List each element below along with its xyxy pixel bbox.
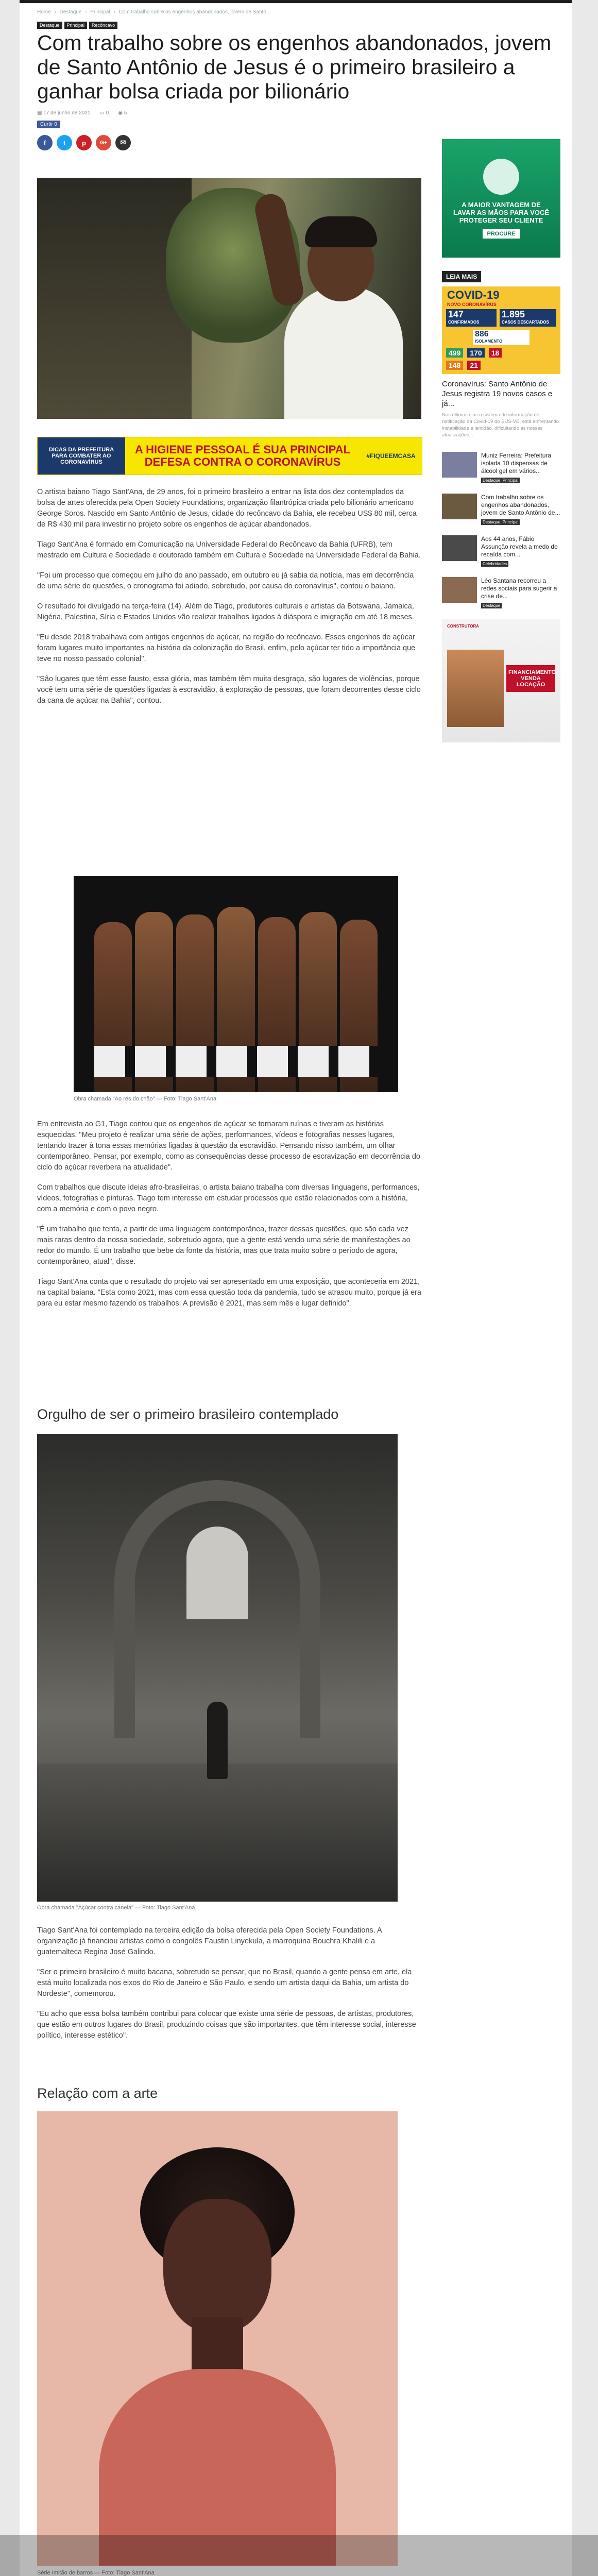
paragraph: "É um trabalho que tenta, a partir de uma linguagem contemporânea, trazer dessas questões, que são cada vez mais raras dentro da nossa sociedade, sobretudo agora, que a gente está vendo uma série de manifestações ao redor do mundo. É um trabalho que bebe da fonte da história, mas que trata muito sobre o período de agora, contemporâneo, atual", disse.	[37, 1225, 411, 1266]
share-buttons	[37, 135, 131, 150]
article-body-part2	[37, 1119, 421, 1318]
breadcrumb-current: Com trabalho sobre os engenhos abandonados, jovem de Santo...	[118, 9, 271, 15]
breadcrumb-home[interactable]: Home	[37, 9, 51, 15]
performers-photo	[74, 876, 398, 1092]
covid-discarded-box	[500, 309, 556, 327]
leia-mais-list	[442, 452, 560, 609]
covid-isolation-box	[473, 330, 529, 345]
view-count: 5	[124, 110, 127, 116]
breadcrumb-separator: ›	[54, 9, 56, 15]
eye-icon: ◉ 5	[118, 110, 127, 116]
section-heading-orgulho: Orgulho de ser o primeiro brasileiro contemplado	[37, 1406, 339, 1422]
paragraph: "Foi um processo que começou em julho do ano passado, em outubro eu já sabia da notícia, mas em decorrência de uma série de questões, o cronograma foi adiado, sobretudo, por causa do coronavírus", contou o baiano.	[37, 571, 414, 590]
featured-article-text: Nos últimos dias o sistema de informação de notificação da Covid-19 do SUS-VE, está enfrentando instabilidade e lentidão, dificultando as nossas atualizações...	[442, 412, 559, 438]
list-item-badge: Destaque, Principal	[481, 519, 520, 525]
list-item-title: Léo Santana recorreu a redes sociais para sugerir a crise de...	[481, 577, 557, 600]
covid-confirmed-value: 147	[448, 309, 464, 319]
photo-caption-2: Obra chamada "Açúcar contra canela" — Foto: Tiago Sant'Ana	[37, 1905, 195, 1911]
article-page	[20, 0, 572, 2576]
list-item-badge: Destaque, Principal	[481, 478, 520, 483]
covid-stat: 499	[446, 348, 463, 358]
breadcrumb-separator: ›	[85, 9, 87, 15]
category-tags	[37, 22, 117, 29]
list-item-title: Com trabalho sobre os engenhos abandonados, jovem de Santo Antônio de...	[481, 494, 560, 516]
paragraph: Tiago Sant'Ana foi contemplado na terceira edição da bolsa oferecida pela Open Society Foundations. A organização já financiou artistas como o congolês Faustin Linyekula, a marroquina Bouchra Khalili e a guatemalteca Regina José Galindo.	[37, 1926, 382, 1956]
covid-confirmed-label: CONFIRMADOS	[448, 320, 480, 325]
paragraph: Em entrevista ao G1, Tiago contou que os engenhos de açúcar se tornaram ruínas e tiveram as histórias esquecidas. "Meu projeto é realizar uma série de ações, performances, vídeos e fotografias nesses lugares, tentando trazer à tona essas memórias ligadas à questão da escravidão. Pensando nisso também, um olhar contemporâneo. Pensar, por exemplo, como as consequências desse processo de escravização em decorrência do ciclo do açúcar reverbera na atualidade".	[37, 1120, 420, 1172]
portrait-face	[163, 2199, 271, 2333]
covid-isolation-value: 886	[475, 330, 489, 338]
photo-caption-1: Obra chamada "Ao rés do chão" — Foto: Tiago Sant'Ana	[74, 1096, 217, 1102]
email-share-icon[interactable]: ✉	[115, 135, 131, 150]
ad-1-text: A MAIOR VANTAGEM DE LAVAR AS MÃOS PARA VOCÊ PROTEGER SEU CLIENTE	[453, 200, 550, 224]
calendar-icon: ▦ 17 de junho de 2021	[37, 110, 91, 116]
sidebar-ad-1[interactable]	[442, 139, 560, 258]
banner-left-label: DICAS DA PREFEITURA PARA COMBATER AO CORONAVÍRUS	[38, 437, 125, 474]
tag-reconcavo[interactable]: Recôncavo	[89, 22, 117, 29]
ad-1-tag: PROCURE	[483, 229, 519, 239]
facebook-share-icon[interactable]: f	[37, 135, 53, 150]
featured-article-title[interactable]: Coronavírus: Santo Antônio de Jesus registra 19 novos casos e já...	[442, 380, 553, 408]
ruin-photo	[37, 1434, 398, 1902]
section-heading-relacao: Relação com a arte	[37, 2086, 158, 2101]
portrait-painting	[37, 2111, 398, 2566]
list-item[interactable]	[442, 494, 560, 526]
comment-count: 0	[106, 110, 109, 116]
covid-stat: 18	[489, 348, 502, 358]
breadcrumb-separator: ›	[113, 9, 115, 15]
thumbnail	[442, 452, 477, 478]
sidebar-ad-2[interactable]	[442, 619, 560, 742]
list-item[interactable]	[442, 452, 560, 484]
article-body-part1	[37, 487, 421, 716]
hero-wall	[37, 178, 192, 419]
paragraph: "Eu desde 2018 trabalhava com antigos engenhos de açúcar, na região do recôncavo. Esses engenhos de açúcar foram lugares muito importantes na história da colonização do Brasil, enfim, pelo açúcar ter tido a importância que teve no nosso passado colonial".	[37, 633, 416, 663]
list-item[interactable]	[442, 577, 560, 609]
google-plus-share-icon[interactable]: G+	[96, 135, 111, 150]
breadcrumb-principal[interactable]: Principal	[90, 9, 110, 15]
list-item-badge: Destaque	[481, 603, 502, 608]
breadcrumb	[37, 9, 272, 15]
dim-overlay	[0, 2535, 598, 2576]
ruin-window	[186, 1527, 248, 1619]
covid-title: COVID-19	[447, 289, 500, 301]
sugar-bags	[94, 1046, 378, 1077]
photo-caption-3: Série Imitão de barros — Foto: Tiago Sant'Ana	[37, 2570, 155, 2576]
hero-photo	[37, 178, 421, 419]
ad-mask-icon	[483, 159, 519, 195]
hero-person-body	[284, 286, 403, 419]
list-item-badge: Celebridades	[481, 561, 508, 567]
covid-isolation-label: ISOLAMENTO	[475, 339, 503, 344]
covid-confirmed-box	[446, 309, 497, 327]
paragraph: "Eu acho que essa bolsa também contribui para colocar que existe uma série de pessoas, de artistas, produtores, que estão em outros lugares do Brasil, produzindo coisas que são importantes, que têm interesse social, interesse político, interesse estético".	[37, 2010, 416, 2040]
covid-discarded-value: 1.895	[502, 309, 525, 319]
article-body-part3	[37, 1925, 421, 2050]
leia-mais-label: LEIA MAIS	[442, 271, 481, 282]
article-title: Com trabalho sobre os engenhos abandonados, jovem de Santo Antônio de Jesus é o primeiro brasileiro a ganhar bolsa criada por bilionário	[37, 31, 552, 103]
paragraph: Com trabalhos que discute ideias afro-brasileiras, o artista baiano trabalha com diversas linguagens, performances, vídeos, fotografias e pinturas. Tiago tem interesse em estudar processos que estão relacionados com a história, com a memória e com o povo negro.	[37, 1183, 420, 1213]
article-meta	[37, 110, 127, 116]
covid-stat: 21	[467, 361, 481, 370]
thumbnail	[442, 494, 477, 519]
banner-hashtag: #FIQUEEMCASA	[366, 452, 416, 460]
ad-2-logo: CONSTRUTORA	[447, 624, 480, 629]
banner-headline: A HIGIENE PESSOAL É SUA PRINCIPAL DEFESA CONTRA O CORONAVÍRUS	[134, 443, 351, 468]
ruin-floor	[37, 1764, 398, 1902]
list-item[interactable]	[442, 535, 560, 568]
thumbnail	[442, 577, 477, 603]
pinterest-share-icon[interactable]: p	[76, 135, 92, 150]
paragraph: Tiago Sant'Ana conta que o resultado do projeto vai ser apresentado em uma exposição, que aconteceria em 2021, na capital baiana. "Esta como 2021, mas com essa questão toda da pandemia, tudo se atrasou muito, porque já era para eu estar mesmo fazendo os trabalhos. A previsão é 2021, mas sem mês e lugar definido".	[37, 1278, 421, 1308]
covid-discarded-label: CASOS DESCARTADOS	[502, 320, 549, 325]
tag-principal[interactable]: Principal	[64, 22, 88, 29]
tag-destaque[interactable]: Destaque	[37, 22, 62, 29]
ad-2-text: FINANCIAMENTO VENDA LOCAÇÃO	[506, 665, 555, 692]
twitter-share-icon[interactable]: t	[57, 135, 72, 150]
comment-icon[interactable]: ▭ 0	[99, 110, 109, 116]
list-item-title: Aos 44 anos, Fábio Assunção revela a medo de recaída com...	[481, 535, 558, 558]
hero-person-hair	[305, 216, 377, 247]
list-item-title: Muniz Ferreira: Prefeitura isolada 10 dispensas de álcool gel em vários...	[481, 452, 552, 474]
covid-subtitle: NOVO CORONAVÍRUS	[447, 302, 497, 307]
covid-stats-row-1	[446, 348, 502, 358]
thumbnail	[442, 535, 477, 561]
publish-date: 17 de junho de 2021	[43, 110, 91, 116]
covid-stats-row-2	[446, 361, 481, 370]
prefeitura-banner[interactable]	[37, 437, 422, 475]
ruin-figure	[207, 1702, 228, 1779]
paragraph: "São lugares que têm esse fausto, essa glória, mas também têm muita desgraça, são lugares de violências, porque você tem uma série de questões ligadas à escravidão, à exploração de pessoas, que foram decorrentes desse ciclo da cana de açúcar na Bahia", contou.	[37, 675, 421, 705]
paragraph: "Ser o primeiro brasileiro é muito bacana, sobretudo se pensar, que no Brasil, quando a gente pensa em arte, ela está muito localizada nos eixos do Rio de Janeiro e São Paulo, e sendo um artista daqui da Bahia, um artista do Nordeste", comemorou.	[37, 1968, 412, 1998]
sidebar	[442, 139, 560, 742]
top-bar	[20, 0, 572, 3]
paragraph: O artista baiano Tiago Sant'Ana, de 29 anos, foi o primeiro brasileiro a entrar na lista dos dez contemplados da bolsa de artes oferecida pela Open Society Foundations, organização filantrópica criada pelo bilionário americano George Soros. Nascido em Santo Antônio de Jesus, cidade do recôncavo da Bahia, ele recebeu US$ 80 mil, cerca de R$ 430 mil para investir no projeto sobre os engenhos de açúcar abandonados.	[37, 488, 417, 529]
paragraph: Tiago Sant'Ana é formado em Comunicação na Universidade Federal do Recôncavo da Bahia (UFRB), tem mestrado em Cultura e Sociedade e doutorado também em Cultura e Sociedade na Universidade Federal da Bahia.	[37, 540, 421, 560]
ad-2-building	[447, 650, 504, 727]
covid-stat: 148	[446, 361, 463, 370]
facebook-like-button[interactable]: Curtir 0	[37, 121, 60, 128]
covid-panel[interactable]	[442, 286, 560, 374]
breadcrumb-destaque[interactable]: Destaque	[59, 9, 82, 15]
paragraph: O resultado foi divulgado na terça-feira (14). Além de Tiago, produtores culturais e artistas da Botswana, Jamaica, Nigéria, Palestina, Síria e Estados Unidos vão realizar trabalhos ligados à diáspora e imigração em até 18 meses.	[37, 602, 414, 621]
covid-stat: 170	[467, 348, 484, 358]
